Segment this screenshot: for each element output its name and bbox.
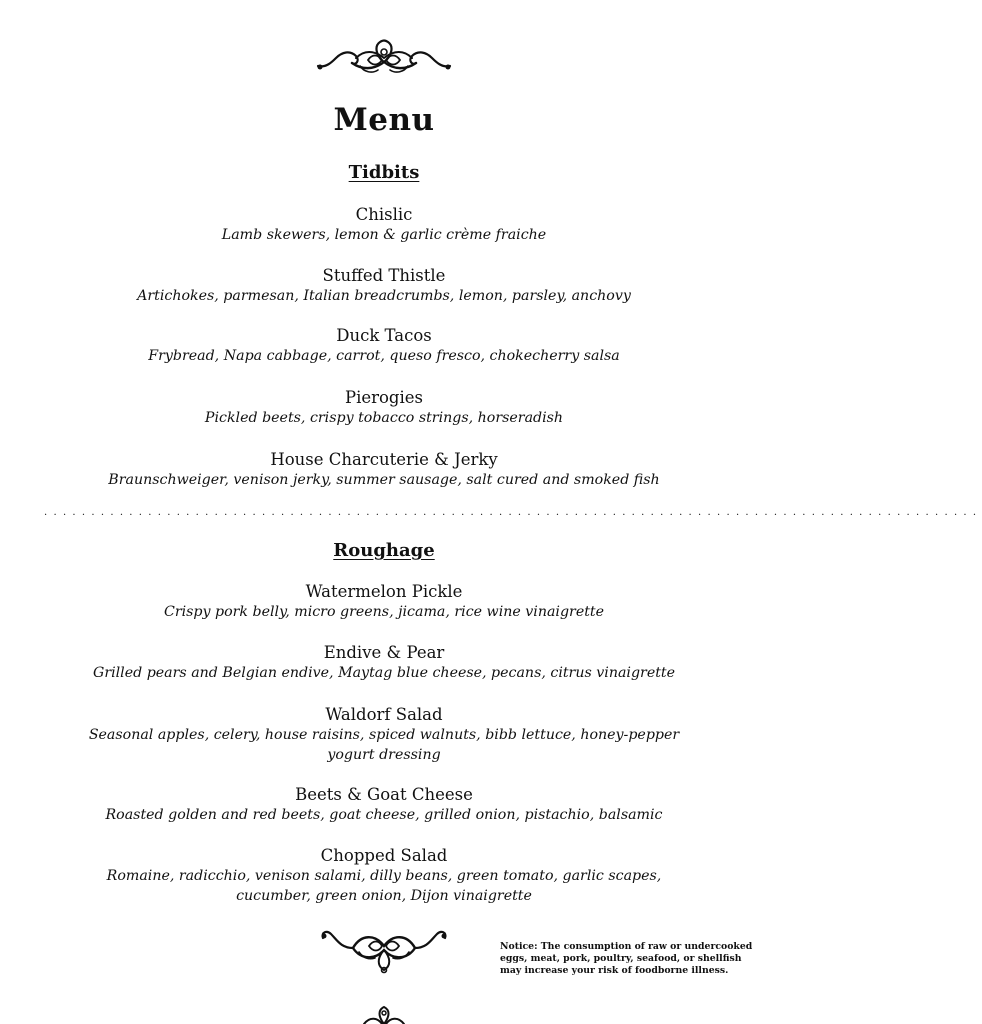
menu-item-description: Romaine, radicchio, venison salami, dilly beans, green tomato, garlic scapes, cucumber, green onion, Dijon vinaigrette xyxy=(106,868,662,904)
menu-item xyxy=(60,785,708,825)
menu-item xyxy=(60,450,708,490)
menu-item-name: Endive & Pear xyxy=(323,643,445,662)
flourish-ornament-partial-icon xyxy=(354,1004,414,1024)
menu-item-name: Chopped Salad xyxy=(320,846,448,865)
menu-item-name: Pierogies xyxy=(344,388,424,407)
menu-item xyxy=(60,388,708,428)
menu-item-name: Chislic xyxy=(355,205,413,224)
menu-item xyxy=(90,846,678,906)
menu-item xyxy=(60,643,708,683)
menu-item-description: Artichokes, parmesan, Italian breadcrumbs, lemon, parsley, anchovy xyxy=(137,288,631,304)
menu-item-name: Waldorf Salad xyxy=(325,705,443,724)
flourish-ornament-top-icon xyxy=(316,36,452,76)
menu-item-name: Beets & Goat Cheese xyxy=(295,785,473,804)
dotted-divider: ................................................................................................... xyxy=(44,507,982,518)
menu-item xyxy=(60,582,708,622)
menu-item xyxy=(60,326,708,366)
menu-item-description: Braunschweiger, venison jerky, summer sausage, salt cured and smoked fish xyxy=(108,472,660,488)
menu-item xyxy=(78,705,690,765)
food-safety-notice: Notice: The consumption of raw or undercooked eggs, meat, pork, poultry, seafood, or shellfish may increase your risk of foodborne illness. xyxy=(500,941,753,976)
flourish-ornament-bottom-icon xyxy=(319,926,449,976)
menu-item-description: Seasonal apples, celery, house raisins, spiced walnuts, bibb lettuce, honey-pepper yogurt dressing xyxy=(88,727,680,763)
menu-item-description: Roasted golden and red beets, goat cheese, grilled onion, pistachio, balsamic xyxy=(105,807,663,823)
menu-item-description: Pickled beets, crispy tobacco strings, horseradish xyxy=(204,410,564,426)
page-title: Menu xyxy=(333,102,435,138)
menu-item-name: Watermelon Pickle xyxy=(305,582,463,601)
menu-item-description: Frybread, Napa cabbage, carrot, queso fresco, chokecherry salsa xyxy=(148,348,620,364)
menu-item-name: House Charcuterie & Jerky xyxy=(270,450,498,469)
menu-item-name: Duck Tacos xyxy=(336,326,432,345)
section-heading-tidbits: Tidbits xyxy=(348,162,420,183)
menu-item-description: Grilled pears and Belgian endive, Maytag blue cheese, pecans, citrus vinaigrette xyxy=(92,665,676,681)
menu-item xyxy=(60,266,708,306)
menu-item xyxy=(60,205,708,245)
menu-item-description: Lamb skewers, lemon & garlic crème fraiche xyxy=(221,227,547,243)
section-heading-roughage: Roughage xyxy=(333,540,435,561)
menu-item-name: Stuffed Thistle xyxy=(322,266,446,285)
menu-item-description: Crispy pork belly, micro greens, jicama, rice wine vinaigrette xyxy=(163,604,605,620)
